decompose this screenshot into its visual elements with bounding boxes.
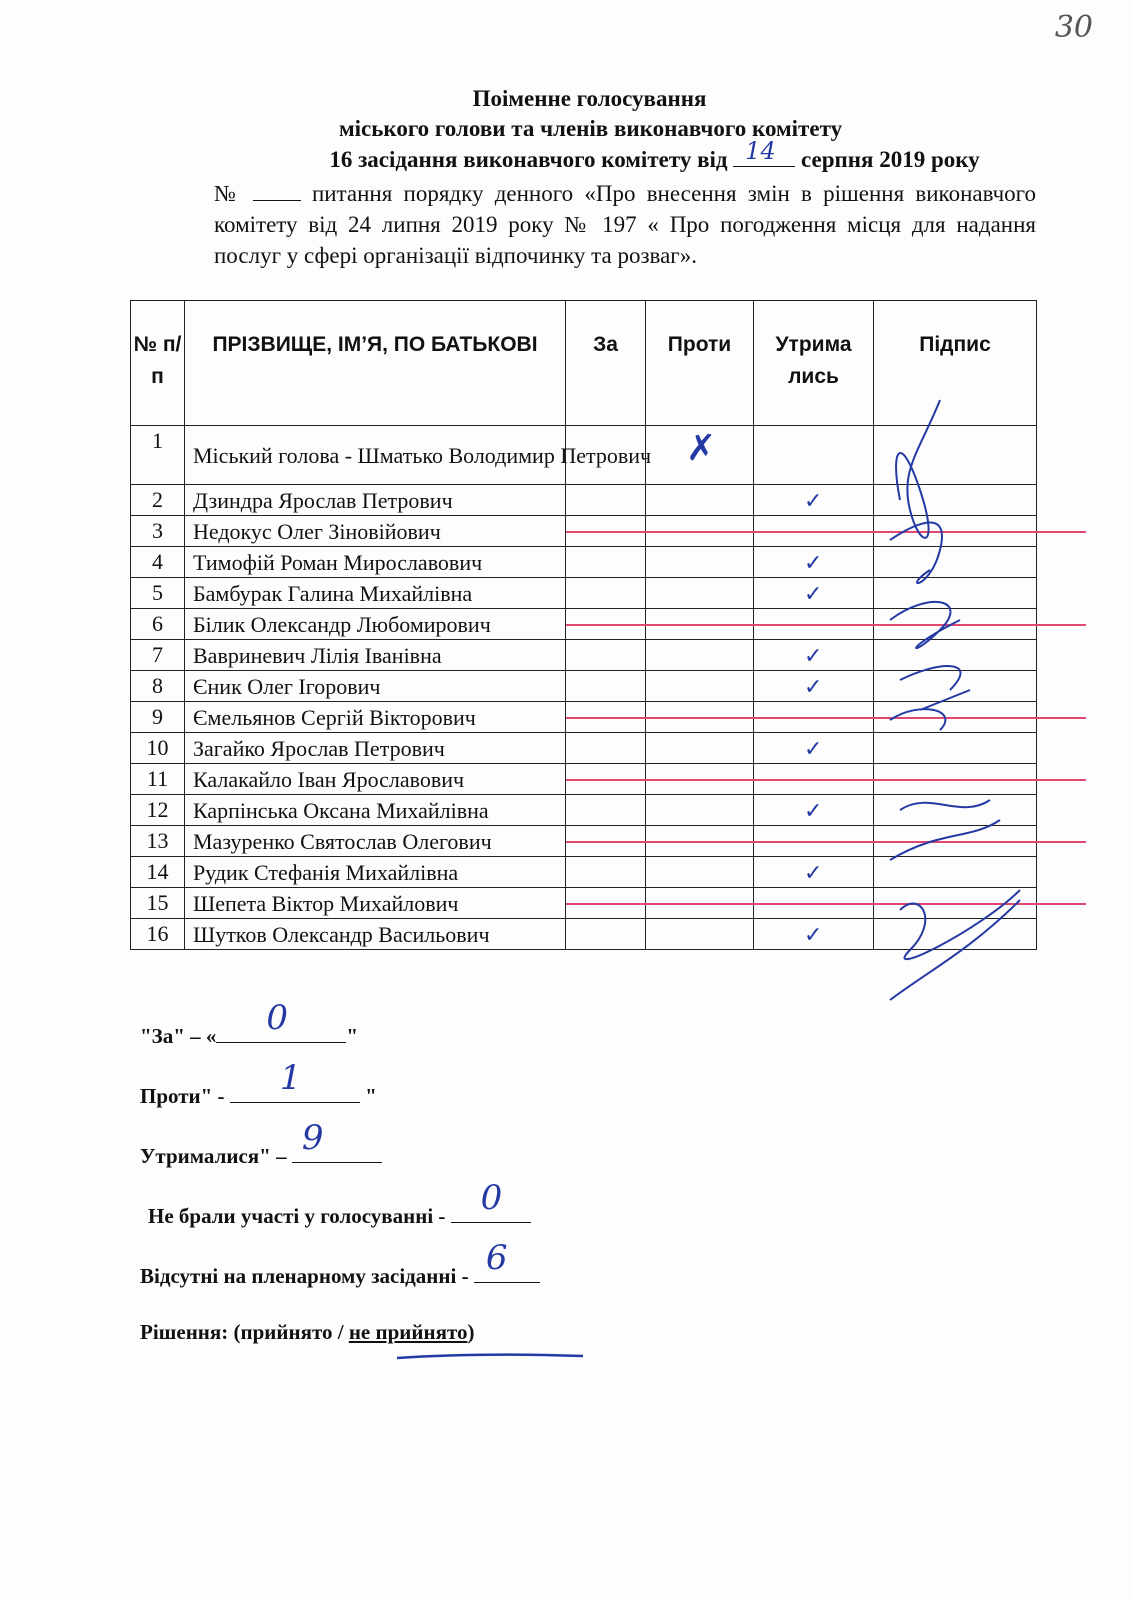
decision-end: ) (467, 1320, 475, 1344)
header-name: ПРІЗВИЩЕ, ІМ’Я, ПО БАТЬКОВІ (185, 301, 566, 426)
member-name: Міський голова - Шматько Володимир Петрович (185, 426, 566, 485)
total-abstain-value: 9 (301, 1118, 324, 1158)
vote-for-cell (566, 733, 646, 764)
vote-abstain-cell (754, 733, 874, 764)
agenda-number-label: № (214, 181, 242, 206)
total-for-label: "За" – « (140, 1024, 217, 1048)
decision-label: Рішення: (прийнято / (140, 1320, 344, 1344)
vote-for-cell (566, 547, 646, 578)
vote-for-cell (566, 640, 646, 671)
total-for (140, 998, 359, 1049)
header-num: № п/ п (131, 301, 185, 426)
total-absent-label: Відсутні на пленарному засіданні - (140, 1264, 469, 1288)
meeting-line (178, 137, 1131, 175)
signatures-scribble (880, 390, 1040, 1030)
abstain-check-icon: ✓ (804, 551, 823, 576)
row-number: 11 (131, 764, 185, 795)
abstain-check-icon: ✓ (804, 644, 823, 669)
total-absent-value: 6 (485, 1238, 508, 1278)
vote-abstain-cell (754, 640, 874, 671)
agenda-item (214, 178, 1036, 271)
abstain-check-icon: ✓ (804, 799, 823, 824)
document-subtitle: міського голови та членів виконавчого комітету (338, 116, 843, 141)
abstain-check-icon: ✓ (804, 582, 823, 607)
member-name: Загайко Ярослав Петрович (185, 733, 566, 764)
member-name: Шутков Олександр Васильович (185, 919, 566, 950)
row-number: 3 (131, 516, 185, 547)
row-number: 4 (131, 547, 185, 578)
vote-for-cell (566, 919, 646, 950)
vote-for-cell (566, 426, 646, 485)
meeting-suffix: серпня 2019 року (801, 147, 980, 172)
member-name: Ємельянов Сергій Вікторович (185, 702, 566, 733)
row-number: 6 (131, 609, 185, 640)
member-name: Тимофій Роман Мирославович (185, 547, 566, 578)
total-for-field (216, 998, 346, 1043)
total-absent (140, 1238, 540, 1289)
vote-for-cell (566, 795, 646, 826)
row-number: 2 (131, 485, 185, 516)
vote-against-cell (646, 578, 754, 609)
vote-abstain-cell (754, 857, 874, 888)
header-against: Проти (646, 301, 754, 426)
vote-against-cell (646, 485, 754, 516)
meeting-day-handwritten: 14 (745, 137, 776, 165)
total-against-end: " (365, 1084, 377, 1108)
vote-against-cell (646, 795, 754, 826)
decision-ink-underline (395, 1350, 585, 1364)
header-for: За (566, 301, 646, 426)
vote-for-cell (566, 671, 646, 702)
meeting-day-field (733, 137, 795, 167)
row-number: 5 (131, 578, 185, 609)
agenda-text: питання порядку денного «Про внесення змін в рішення виконавчого комітету від 24 липня 2019 року № 197 « Про погодження місця для надання послуг у сфері організації відпочинку та розваг». (214, 181, 1036, 268)
row-number: 9 (131, 702, 185, 733)
vote-for-cell (566, 578, 646, 609)
header-signature: Підпис (874, 301, 1037, 426)
abstain-check-icon: ✓ (804, 489, 823, 514)
member-name: Білик Олександр Любомирович (185, 609, 566, 640)
vote-abstain-cell (754, 795, 874, 826)
total-abstain-field (292, 1118, 382, 1163)
row-number: 12 (131, 795, 185, 826)
vote-against-cell (646, 733, 754, 764)
vote-against-cell (646, 671, 754, 702)
total-abstain (140, 1118, 382, 1169)
total-not-participated-label: Не брали участі у голосуванні - (148, 1204, 446, 1228)
member-name: Шепета Віктор Михайлович (185, 888, 566, 919)
total-against-value: 1 (279, 1058, 302, 1098)
vote-abstain-cell (754, 547, 874, 578)
row-number: 14 (131, 857, 185, 888)
row-number: 7 (131, 640, 185, 671)
row-number: 8 (131, 671, 185, 702)
total-not-participated-field (451, 1178, 531, 1223)
vote-against-cell (646, 919, 754, 950)
vote-against-cell (646, 640, 754, 671)
abstain-check-icon: ✓ (804, 737, 823, 762)
abstain-check-icon: ✓ (804, 861, 823, 886)
total-for-end: " (346, 1024, 359, 1048)
abstain-check-icon: ✓ (804, 675, 823, 700)
vote-against-cell (646, 547, 754, 578)
member-name: Мазуренко Святослав Олегович (185, 826, 566, 857)
vote-against-cell (646, 857, 754, 888)
header-abstain: Утрима лись (754, 301, 874, 426)
member-name: Калакайло Іван Ярославович (185, 764, 566, 795)
total-abstain-label: Утрималися" – (140, 1144, 287, 1168)
total-against-label: Проти" - (140, 1084, 225, 1108)
row-number: 16 (131, 919, 185, 950)
document-header (0, 84, 1131, 175)
agenda-number-blank (253, 200, 301, 201)
total-for-value: 0 (266, 998, 289, 1038)
vote-abstain-cell (754, 485, 874, 516)
vote-for-cell (566, 485, 646, 516)
member-name: Карпінська Оксана Михайлівна (185, 795, 566, 826)
total-not-participated-value: 0 (480, 1178, 503, 1218)
decision-selected: не прийнято (348, 1320, 468, 1344)
decision-line (140, 1320, 474, 1345)
total-not-participated (148, 1178, 531, 1229)
abstain-check-icon: ✓ (804, 923, 823, 948)
total-against-field (230, 1058, 360, 1103)
vote-abstain-cell (754, 578, 874, 609)
vote-abstain-cell (754, 671, 874, 702)
total-absent-field (474, 1238, 540, 1283)
member-name: Бамбурак Галина Михайлівна (185, 578, 566, 609)
member-name: Рудик Стефанія Михайлівна (185, 857, 566, 888)
member-name: Вавриневич Лілія Іванівна (185, 640, 566, 671)
vote-against-cell (646, 426, 754, 485)
row-number: 15 (131, 888, 185, 919)
vote-for-cell (566, 857, 646, 888)
page-number: 30 (1054, 10, 1093, 45)
against-mark-icon: ✗ (686, 428, 717, 469)
row-number: 10 (131, 733, 185, 764)
vote-abstain-cell (754, 919, 874, 950)
document-title: Поіменне голосування (472, 86, 707, 111)
meeting-prefix: 16 засідання виконавчого комітету від (329, 147, 728, 172)
total-against (140, 1058, 377, 1109)
member-name: Недокус Олег Зіновійович (185, 516, 566, 547)
row-number: 1 (131, 426, 185, 485)
row-number: 13 (131, 826, 185, 857)
vote-abstain-cell (754, 426, 874, 485)
member-name: Єник Олег Ігорович (185, 671, 566, 702)
member-name: Дзиндра Ярослав Петрович (185, 485, 566, 516)
